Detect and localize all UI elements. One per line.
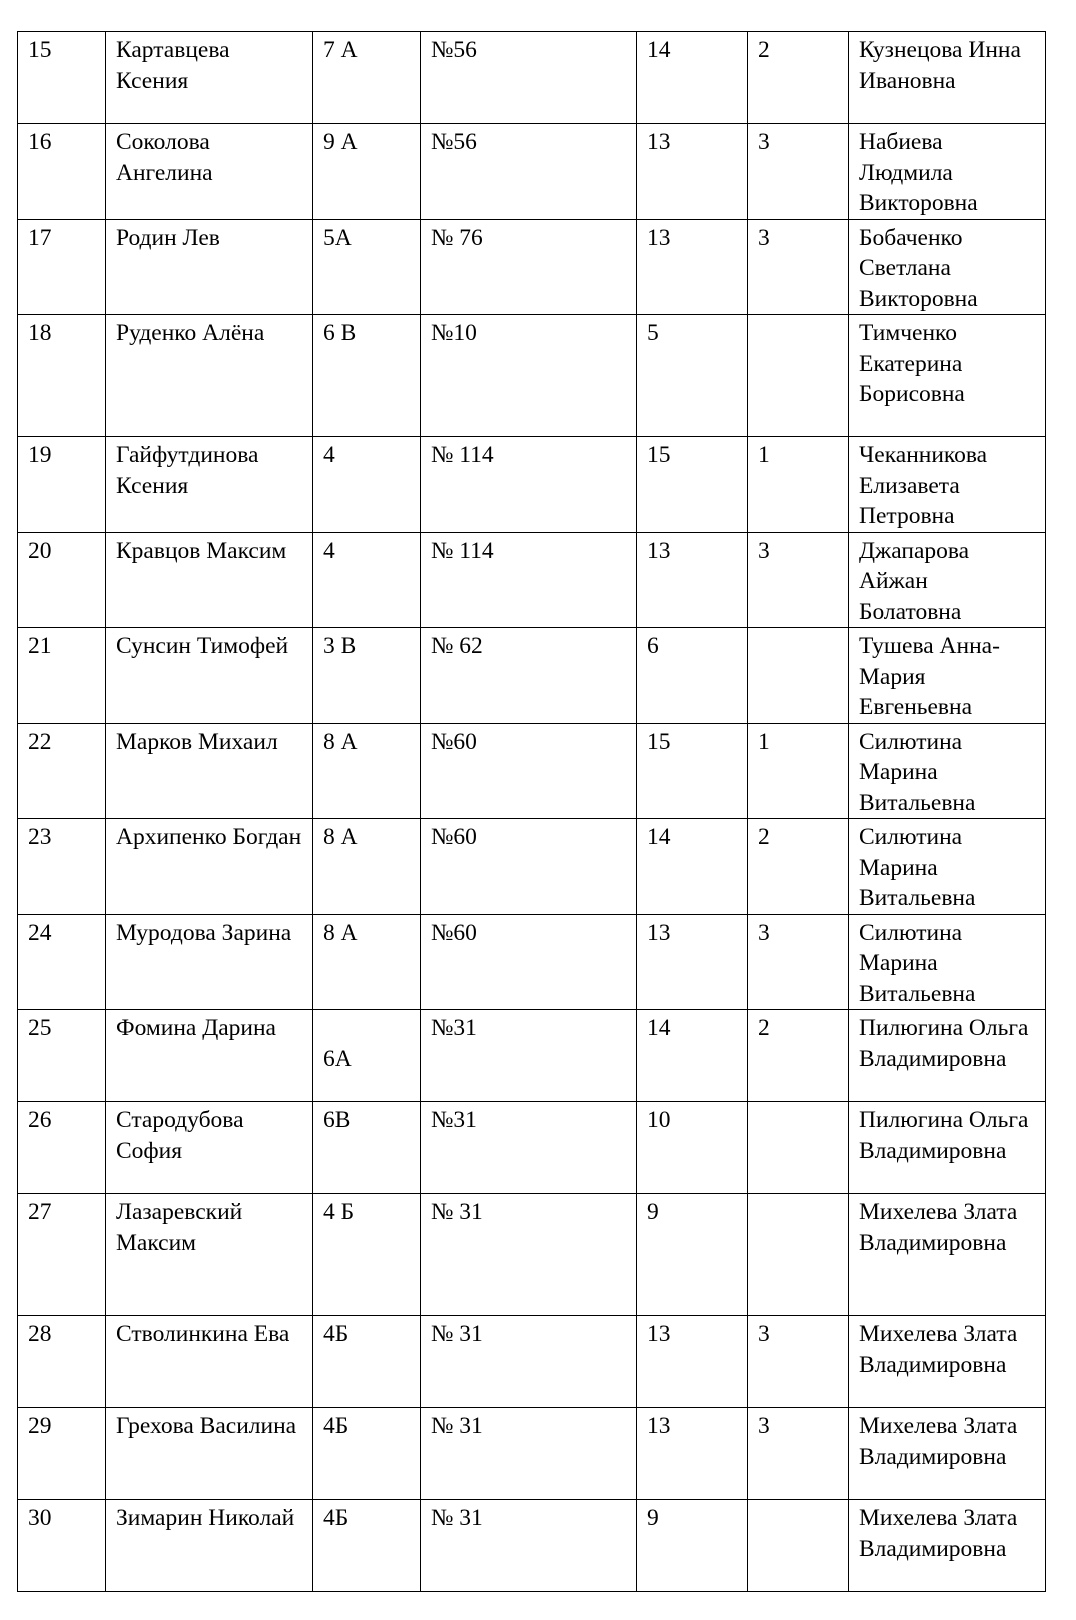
- cell-school: № 114: [421, 532, 637, 628]
- cell-school: № 76: [421, 219, 637, 315]
- cell-number: 19: [18, 437, 106, 533]
- cell-place: 2: [748, 32, 849, 124]
- cell-student-name: Гайфутдинова Ксения: [106, 437, 313, 533]
- cell-class-text: 6А: [323, 1045, 352, 1072]
- cell-number: 21: [18, 628, 106, 724]
- cell-place: [748, 628, 849, 724]
- cell-score: 13: [637, 532, 748, 628]
- cell-teacher: Кузнецова Инна Ивановна: [849, 32, 1046, 124]
- cell-place: 1: [748, 437, 849, 533]
- cell-student-name: Родин Лев: [106, 219, 313, 315]
- table-row: [18, 1408, 1046, 1500]
- table-row: [18, 723, 1046, 819]
- cell-score: 13: [637, 1316, 748, 1408]
- results-table: [17, 31, 1046, 1592]
- cell-school: №31: [421, 1102, 637, 1194]
- cell-place: [748, 315, 849, 437]
- cell-student-name: Грехова Василина: [106, 1408, 313, 1500]
- cell-number: 15: [18, 32, 106, 124]
- cell-teacher: Силютина Марина Витальевна: [849, 914, 1046, 1010]
- cell-student-name: Муродова Зарина: [106, 914, 313, 1010]
- cell-spacer: [323, 1013, 410, 1044]
- cell-teacher: Пилюгина Ольга Владимировна: [849, 1102, 1046, 1194]
- cell-number: 22: [18, 723, 106, 819]
- cell-place: 3: [748, 1316, 849, 1408]
- cell-class: 4 Б: [313, 1194, 421, 1316]
- cell-number: 29: [18, 1408, 106, 1500]
- table-row: [18, 1316, 1046, 1408]
- cell-teacher: Михелева Злата Владимировна: [849, 1316, 1046, 1408]
- cell-school: № 114: [421, 437, 637, 533]
- cell-number: 25: [18, 1010, 106, 1102]
- cell-score: 13: [637, 124, 748, 220]
- table-row: [18, 219, 1046, 315]
- table-row: [18, 914, 1046, 1010]
- cell-class: 8 А: [313, 723, 421, 819]
- cell-school: №60: [421, 819, 637, 915]
- cell-teacher: Тушева Анна-Мария Евгеньевна: [849, 628, 1046, 724]
- cell-school: №60: [421, 914, 637, 1010]
- cell-place: [748, 1102, 849, 1194]
- cell-student-name: Архипенко Богдан: [106, 819, 313, 915]
- cell-number: 23: [18, 819, 106, 915]
- cell-score: 14: [637, 1010, 748, 1102]
- cell-school: № 31: [421, 1316, 637, 1408]
- cell-number: 20: [18, 532, 106, 628]
- cell-number: 17: [18, 219, 106, 315]
- cell-score: 14: [637, 819, 748, 915]
- cell-score: 13: [637, 1408, 748, 1500]
- cell-class: 4: [313, 532, 421, 628]
- cell-student-name: Соколова Ангелина: [106, 124, 313, 220]
- cell-teacher: Пилюгина Ольга Владимировна: [849, 1010, 1046, 1102]
- table-row: [18, 124, 1046, 220]
- cell-place: 2: [748, 819, 849, 915]
- table-row: [18, 1010, 1046, 1102]
- cell-teacher: Бобаченко Светлана Викторовна: [849, 219, 1046, 315]
- cell-place: 2: [748, 1010, 849, 1102]
- cell-teacher: Михелева Злата Владимировна: [849, 1500, 1046, 1592]
- cell-class: 4Б: [313, 1500, 421, 1592]
- cell-number: 18: [18, 315, 106, 437]
- cell-score: 5: [637, 315, 748, 437]
- cell-class: 9 А: [313, 124, 421, 220]
- cell-place: [748, 1500, 849, 1592]
- table-row: [18, 819, 1046, 915]
- cell-student-name: Лазаревский Максим: [106, 1194, 313, 1316]
- cell-school: №31: [421, 1010, 637, 1102]
- cell-class: 4: [313, 437, 421, 533]
- cell-score: 9: [637, 1194, 748, 1316]
- cell-place: [748, 1194, 849, 1316]
- cell-score: 6: [637, 628, 748, 724]
- cell-teacher: Силютина Марина Витальевна: [849, 723, 1046, 819]
- table-row: [18, 628, 1046, 724]
- cell-place: 3: [748, 219, 849, 315]
- cell-number: 24: [18, 914, 106, 1010]
- cell-place: 3: [748, 532, 849, 628]
- cell-score: 15: [637, 437, 748, 533]
- cell-class: 4Б: [313, 1316, 421, 1408]
- cell-school: № 31: [421, 1500, 637, 1592]
- cell-school: №56: [421, 32, 637, 124]
- cell-teacher: Михелева Злата Владимировна: [849, 1408, 1046, 1500]
- cell-score: 14: [637, 32, 748, 124]
- cell-class: 6 В: [313, 315, 421, 437]
- table-row: [18, 315, 1046, 437]
- cell-number: 28: [18, 1316, 106, 1408]
- cell-student-name: Стародубова София: [106, 1102, 313, 1194]
- table-row: [18, 437, 1046, 533]
- cell-class: 7 А: [313, 32, 421, 124]
- table-row: [18, 1500, 1046, 1592]
- cell-student-name: Марков Михаил: [106, 723, 313, 819]
- cell-teacher: Чеканникова Елизавета Петровна: [849, 437, 1046, 533]
- cell-place: 1: [748, 723, 849, 819]
- table-row: [18, 1194, 1046, 1316]
- cell-school: №60: [421, 723, 637, 819]
- cell-class: [313, 1010, 421, 1102]
- cell-number: 30: [18, 1500, 106, 1592]
- table-row: [18, 1102, 1046, 1194]
- cell-teacher: Набиева Людмила Викторовна: [849, 124, 1046, 220]
- cell-student-name: Руденко Алёна: [106, 315, 313, 437]
- cell-school: №10: [421, 315, 637, 437]
- cell-number: 27: [18, 1194, 106, 1316]
- cell-student-name: Кравцов Максим: [106, 532, 313, 628]
- cell-score: 15: [637, 723, 748, 819]
- cell-number: 16: [18, 124, 106, 220]
- cell-class: 8 А: [313, 914, 421, 1010]
- cell-teacher: Силютина Марина Витальевна: [849, 819, 1046, 915]
- cell-score: 10: [637, 1102, 748, 1194]
- cell-school: № 31: [421, 1194, 637, 1316]
- cell-teacher: Тимченко Екатерина Борисовна: [849, 315, 1046, 437]
- cell-score: 13: [637, 219, 748, 315]
- cell-teacher: Михелева Злата Владимировна: [849, 1194, 1046, 1316]
- cell-student-name: Зимарин Николай: [106, 1500, 313, 1592]
- cell-class: 8 А: [313, 819, 421, 915]
- cell-class: 5А: [313, 219, 421, 315]
- cell-student-name: Сунсин Тимофей: [106, 628, 313, 724]
- cell-place: 3: [748, 1408, 849, 1500]
- cell-class: 6В: [313, 1102, 421, 1194]
- cell-score: 13: [637, 914, 748, 1010]
- cell-school: № 31: [421, 1408, 637, 1500]
- table-row: [18, 32, 1046, 124]
- cell-teacher: Джапарова Айжан Болатовна: [849, 532, 1046, 628]
- cell-student-name: Фомина Дарина: [106, 1010, 313, 1102]
- cell-number: 26: [18, 1102, 106, 1194]
- cell-score: 9: [637, 1500, 748, 1592]
- cell-student-name: Картавцева Ксения: [106, 32, 313, 124]
- table-row: [18, 532, 1046, 628]
- cell-student-name: Стволинкина Ева: [106, 1316, 313, 1408]
- cell-place: 3: [748, 914, 849, 1010]
- cell-class: 4Б: [313, 1408, 421, 1500]
- cell-place: 3: [748, 124, 849, 220]
- cell-school: №56: [421, 124, 637, 220]
- cell-class: 3 В: [313, 628, 421, 724]
- cell-school: № 62: [421, 628, 637, 724]
